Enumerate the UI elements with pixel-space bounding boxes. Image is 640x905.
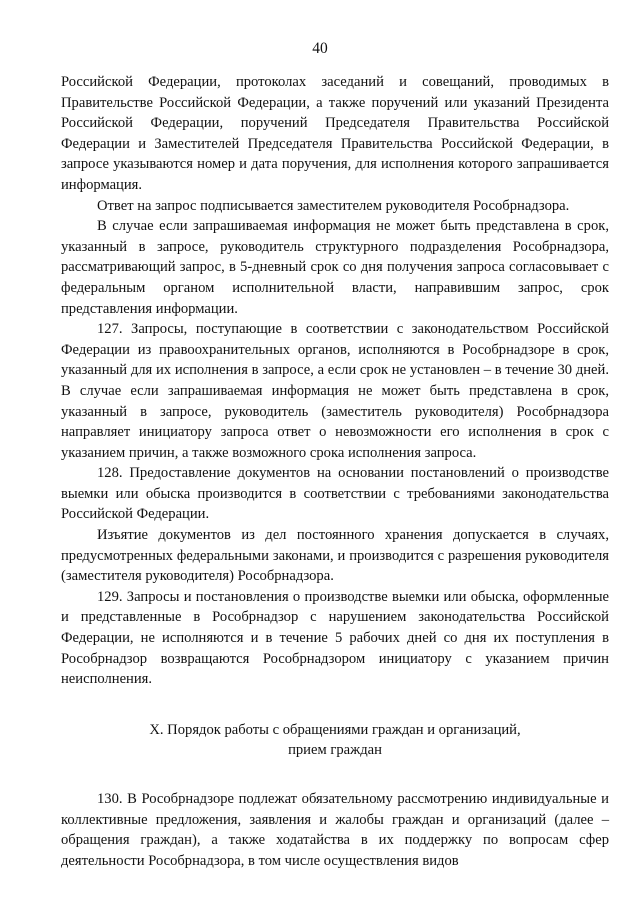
paragraph-answer-signature: Ответ на запрос подписывается заместителем руководителя Рособрнадзора. [97,197,570,214]
document-body [61,72,609,871]
paragraph-127: 127. Запросы, поступающие в соответствии с законодательством Российской Федерации из правоохранительных органов, исполняются в Рособрнадзоре в срок, указанный для их исполнения в запросе, а если срок не установлен – в течение 30 дней. В случае если запрашиваемая информация не может быть представлена в срок, указанный в запросе, руководитель (заместитель руководителя) Рособрнадзора направляет инициатору запроса ответ о невозможности его исполнения в срок с указанием причин, а также возможного срока исполнения запроса. [61,321,609,461]
section-heading [61,720,609,761]
paragraph-129: 129. Запросы и постановления о производстве выемки или обыска, оформленные и представленные в Рособрнадзор с нарушением законодательства Российской Федерации, не исполняются и в течение 5 рабочих дней со дня их поступления в Рособрнадзор возвращаются Рособрнадзором инициатору с указанием причин неисполнения. [61,588,609,688]
paragraph-continuation: Российской Федерации, протоколах заседаний и совещаний, проводимых в Правительстве Российской Федерации, а также поручений или указаний Президента Российской Федерации, поручений Председателя Правительства Российской Федерации и Заместителей Председателя Правительства Российской Федерации, в запросе указываются номер и дата поручения, для исполнения которого запрашивается информация. [61,74,609,193]
paragraph-130: 130. В Рособрнадзоре подлежат обязательному рассмотрению индивидуальные и коллективные предложения, заявления и жалобы граждан и организаций (далее – обращения граждан), а также ходатайства в их поддержку по вопросам сфер деятельности Рособрнадзора, в том числе осуществления видов [61,791,609,869]
paragraph-deadline-agreement: В случае если запрашиваемая информация не может быть представлена в срок, указанный в запросе, руководитель структурного подразделения Рособрнадзора, рассматривающий запрос, в 5-дневный срок со дня получения запроса согласовывает с федеральным органом исполнительной власти, направившим запрос, срок представления информации. [61,218,609,317]
paragraph-document-seizure: Изъятие документов из дел постоянного хранения допускается в случаях, предусмотренных федеральными законами, и производится с разрешения руководителя (заместителя руководителя) Рособрнадзора. [61,527,609,585]
section-heading-line-1: X. Порядок работы с обращениями граждан и организаций, [149,721,521,738]
page-number: 40 [312,40,328,57]
paragraph-128: 128. Предоставление документов на основании постановлений о производстве выемки или обыска производится в соответствии с требованиями законодательства Российской Федерации. [61,465,609,523]
section-heading-line-2: прием граждан [288,742,382,759]
